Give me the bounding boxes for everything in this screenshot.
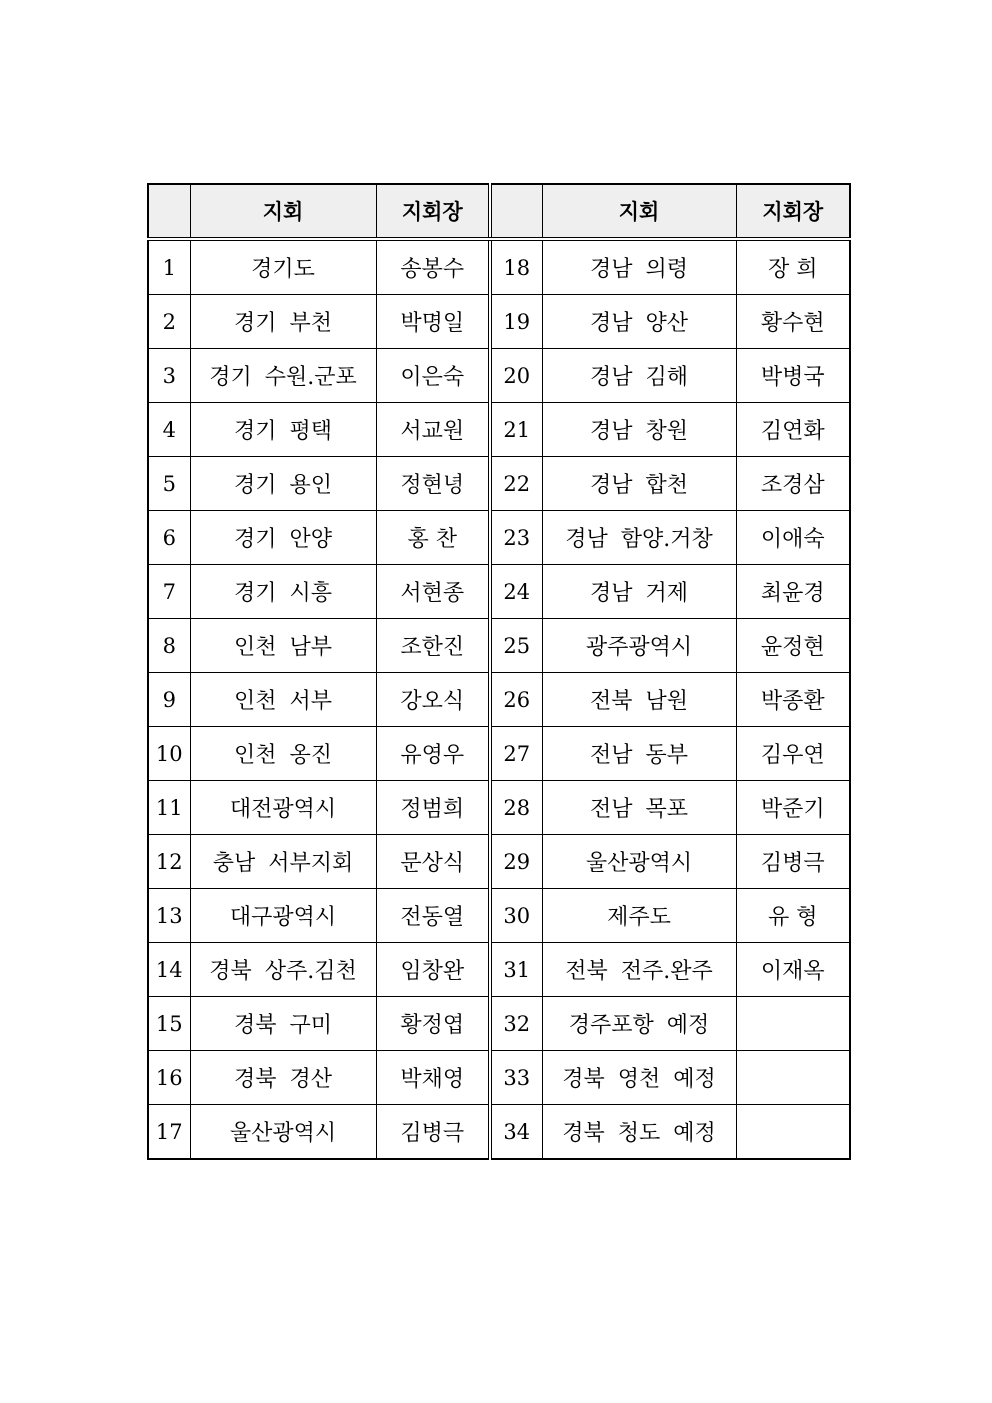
table-row	[148, 727, 850, 781]
row-number: 8	[148, 619, 190, 673]
row-number: 2	[148, 295, 190, 349]
table-row	[148, 565, 850, 619]
row-number: 23	[490, 511, 542, 565]
branch-head: 황정엽	[376, 997, 490, 1051]
header-number-left	[148, 184, 190, 239]
branch-head: 박병국	[736, 349, 850, 403]
branch-name: 경기 평택	[190, 403, 376, 457]
header-head-left: 지회장	[376, 184, 490, 239]
row-number: 28	[490, 781, 542, 835]
row-number: 7	[148, 565, 190, 619]
branch-name: 경남 창원	[542, 403, 736, 457]
branch-head: 홍 찬	[376, 511, 490, 565]
branch-name: 울산광역시	[190, 1105, 376, 1160]
branch-head: 김병극	[736, 835, 850, 889]
branch-name: 경남 김해	[542, 349, 736, 403]
branch-name: 경주포항 예정	[542, 997, 736, 1051]
branch-head: 김우연	[736, 727, 850, 781]
branch-head: 유영우	[376, 727, 490, 781]
branch-name: 경북 영천 예정	[542, 1051, 736, 1105]
row-number: 15	[148, 997, 190, 1051]
branch-name: 경남 양산	[542, 295, 736, 349]
branch-name: 경남 합천	[542, 457, 736, 511]
branch-head	[736, 997, 850, 1051]
row-number: 22	[490, 457, 542, 511]
branch-head: 강오식	[376, 673, 490, 727]
branch-head: 윤정현	[736, 619, 850, 673]
branch-name: 전남 목포	[542, 781, 736, 835]
table-row	[148, 1051, 850, 1105]
row-number: 31	[490, 943, 542, 997]
table-row	[148, 943, 850, 997]
branch-name: 경북 구미	[190, 997, 376, 1051]
branch-name: 경북 상주.김천	[190, 943, 376, 997]
branch-name: 경남 거제	[542, 565, 736, 619]
table-row	[148, 295, 850, 349]
branch-name: 울산광역시	[542, 835, 736, 889]
table-row	[148, 781, 850, 835]
branch-head: 박종환	[736, 673, 850, 727]
table-row	[148, 673, 850, 727]
table-row	[148, 1105, 850, 1160]
row-number: 3	[148, 349, 190, 403]
branch-head: 서현종	[376, 565, 490, 619]
row-number: 6	[148, 511, 190, 565]
row-number: 34	[490, 1105, 542, 1160]
table-row	[148, 403, 850, 457]
row-number: 1	[148, 239, 190, 295]
branch-head	[736, 1051, 850, 1105]
branch-head: 이재옥	[736, 943, 850, 997]
branch-head: 김연화	[736, 403, 850, 457]
row-number: 17	[148, 1105, 190, 1160]
branch-name: 경북 청도 예정	[542, 1105, 736, 1160]
branch-head: 최윤경	[736, 565, 850, 619]
row-number: 29	[490, 835, 542, 889]
row-number: 10	[148, 727, 190, 781]
header-number-right	[490, 184, 542, 239]
branch-name: 경남 의령	[542, 239, 736, 295]
branch-name: 전북 남원	[542, 673, 736, 727]
row-number: 21	[490, 403, 542, 457]
header-branch-left: 지회	[190, 184, 376, 239]
row-number: 30	[490, 889, 542, 943]
row-number: 9	[148, 673, 190, 727]
branch-head: 박준기	[736, 781, 850, 835]
branch-head: 조한진	[376, 619, 490, 673]
branch-name: 전북 전주.완주	[542, 943, 736, 997]
branch-name: 광주광역시	[542, 619, 736, 673]
row-number: 13	[148, 889, 190, 943]
row-number: 32	[490, 997, 542, 1051]
branch-head: 임창완	[376, 943, 490, 997]
header-branch-right: 지회	[542, 184, 736, 239]
row-number: 27	[490, 727, 542, 781]
branch-name: 대구광역시	[190, 889, 376, 943]
header-head-right: 지회장	[736, 184, 850, 239]
row-number: 12	[148, 835, 190, 889]
branch-head: 황수현	[736, 295, 850, 349]
branch-head: 서교원	[376, 403, 490, 457]
branch-head: 정범희	[376, 781, 490, 835]
table-row	[148, 619, 850, 673]
branch-head: 박명일	[376, 295, 490, 349]
branch-head: 전동열	[376, 889, 490, 943]
branch-name: 경북 경산	[190, 1051, 376, 1105]
branch-name: 경기도	[190, 239, 376, 295]
branch-head: 유 형	[736, 889, 850, 943]
row-number: 4	[148, 403, 190, 457]
row-number: 33	[490, 1051, 542, 1105]
branch-head	[736, 1105, 850, 1160]
table-row	[148, 511, 850, 565]
row-number: 26	[490, 673, 542, 727]
branch-name: 대전광역시	[190, 781, 376, 835]
branch-name: 경기 안양	[190, 511, 376, 565]
table-row	[148, 835, 850, 889]
row-number: 24	[490, 565, 542, 619]
branch-name: 경기 부천	[190, 295, 376, 349]
table-row	[148, 349, 850, 403]
row-number: 19	[490, 295, 542, 349]
row-number: 16	[148, 1051, 190, 1105]
branch-name: 경남 함양.거창	[542, 511, 736, 565]
branch-head: 문상식	[376, 835, 490, 889]
row-number: 25	[490, 619, 542, 673]
row-number: 18	[490, 239, 542, 295]
branch-head: 이은숙	[376, 349, 490, 403]
branch-head: 장 희	[736, 239, 850, 295]
branch-name: 인천 옹진	[190, 727, 376, 781]
row-number: 14	[148, 943, 190, 997]
branch-table	[147, 183, 851, 1160]
branch-head: 정현녕	[376, 457, 490, 511]
branch-head: 이애숙	[736, 511, 850, 565]
branch-name: 충남 서부지회	[190, 835, 376, 889]
branch-name: 경기 용인	[190, 457, 376, 511]
branch-head: 박채영	[376, 1051, 490, 1105]
table-row	[148, 457, 850, 511]
table-row	[148, 239, 850, 295]
table-row	[148, 997, 850, 1051]
table-row	[148, 889, 850, 943]
branch-head: 조경삼	[736, 457, 850, 511]
header-row	[148, 184, 850, 239]
branch-name: 경기 수원.군포	[190, 349, 376, 403]
branch-name: 전남 동부	[542, 727, 736, 781]
row-number: 11	[148, 781, 190, 835]
branch-name: 인천 남부	[190, 619, 376, 673]
branch-name: 제주도	[542, 889, 736, 943]
branch-head: 송봉수	[376, 239, 490, 295]
row-number: 5	[148, 457, 190, 511]
branch-name: 경기 시흥	[190, 565, 376, 619]
branch-head: 김병극	[376, 1105, 490, 1160]
row-number: 20	[490, 349, 542, 403]
branch-name: 인천 서부	[190, 673, 376, 727]
